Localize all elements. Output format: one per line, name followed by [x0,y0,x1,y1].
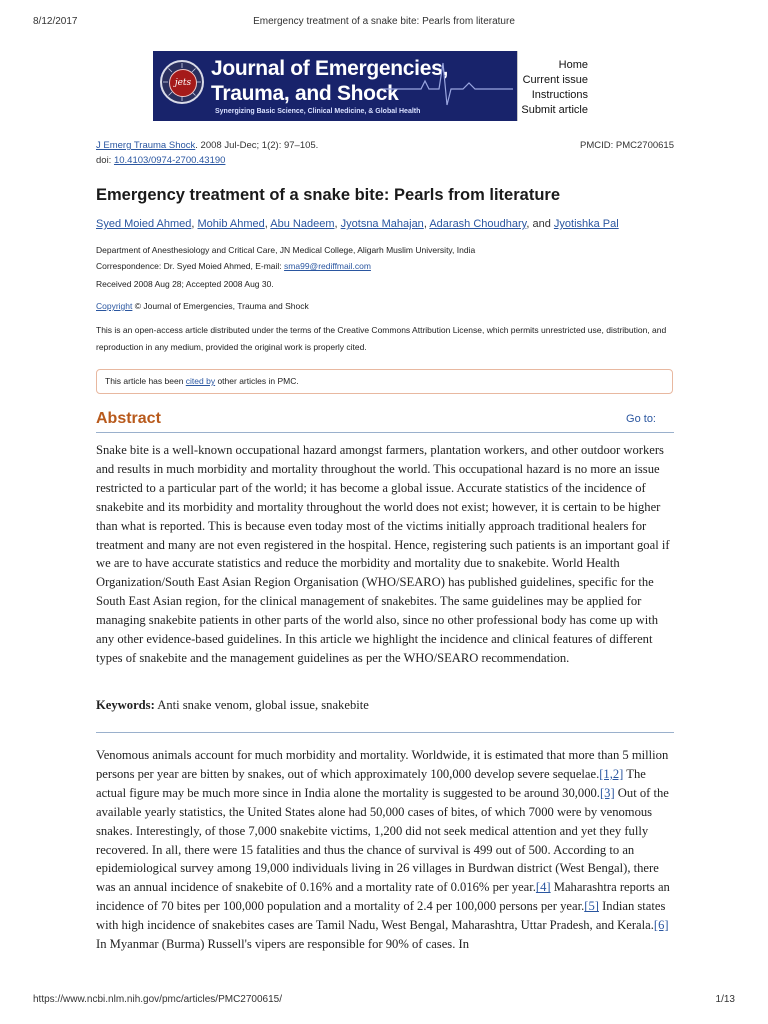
print-date: 8/12/2017 [33,16,78,27]
intro-paragraph [96,746,676,954]
author-separator: , [423,218,430,230]
section-divider [96,732,674,733]
author-link[interactable]: Jyotsna Mahajan [340,218,424,230]
journal-banner [153,51,590,121]
abstract-header [96,410,674,433]
reference-link[interactable]: [1,2] [599,766,624,781]
author-link[interactable]: Abu Nadeem [270,218,335,230]
correspondence-email-link[interactable]: sma99@rediffmail.com [284,261,371,271]
author-separator: , [264,218,271,230]
author-link[interactable]: Syed Moied Ahmed [96,218,192,230]
menu-instructions-link[interactable]: Instructions [531,89,588,101]
citation-details: . 2008 Jul-Dec; 1(2): 97–105. [195,140,319,151]
abstract-heading: Abstract [96,410,161,427]
keywords-text: Anti snake venom, global issue, snakebite [154,698,369,712]
pmcid: PMCID: PMC2700615 [580,140,674,151]
received-dates: Received 2008 Aug 28; Accepted 2008 Aug 30. [96,279,274,289]
cited-prefix: This article has been [105,376,186,386]
article-title: Emergency treatment of a snake bite: Pearls from literature [96,186,560,204]
copyright-link[interactable]: Copyright [96,301,133,311]
print-header [33,16,735,30]
journal-title-line1: Journal of Emergencies, [211,57,449,80]
copyright-text: © Journal of Emergencies, Trauma and Shock [132,301,309,311]
page-url: https://www.ncbi.nlm.nih.gov/pmc/articles/PMC2700615/ [33,994,282,1005]
doi-label: doi: [96,155,114,166]
abstract-text: Snake bite is a well-known occupational hazard amongst farmers, plantation workers, and other outdoor workers and results in much morbidity and mortality throughout the world. This occupational hazard is no more an issue restricted to a particular part of the world; it has become a global issue. Accurate statistics of the incidence of snakebite and its morbidity and mortality throughout the world does not exist; however, it is certain to be higher than what is reported. This is because even today most of the victims initially approach traditional healers for treatment and many are not even registered in the hospital. Hence, registering such patients is an important goal if we are to have accurate statistics and reduce the morbidity and mortality due to snakebite. World Health Organization/South East Asian Region Organisation (WHO/SEARO) has published guidelines, specific for the South East Asian region, for the clinical management of snakebites. The same guidelines may be applied for managing snakebite patients in other parts of the world also, since no other professional body has come up with any other evidence-based guidelines. In this article we highlight the incidence and clinical features of different types of snakebite and the management guidelines as per the WHO/SEARO recommendation. [96,443,670,665]
author-separator: , [191,218,198,230]
goto-link[interactable]: Go to: [626,413,656,425]
menu-submit-article-link[interactable]: Submit article [521,104,588,116]
author-list [96,218,688,230]
page-number: 1/13 [715,994,735,1005]
correspondence-label: Correspondence: Dr. Syed Moied Ahmed, E-mail: [96,261,285,271]
journal-logo-icon [160,60,204,104]
author-link[interactable]: Adarash Choudhary [429,218,527,230]
print-footer [33,994,735,1008]
journal-link[interactable]: J Emerg Trauma Shock [96,140,196,151]
reference-link[interactable]: [6] [653,918,669,933]
ecg-wave-icon [383,59,513,109]
reference-link[interactable]: [4] [535,880,551,895]
menu-current-issue-link[interactable]: Current issue [522,74,588,86]
cited-suffix: other articles in PMC. [215,376,299,386]
author-link[interactable]: Mohib Ahmed [197,218,265,230]
intro-text: Indian states with high incidence of snakebites cases are Tamil Nadu, West Bengal, Maharashtra, Uttar Pradesh, and Kerala. [96,899,666,933]
banner-menu [517,51,590,121]
journal-tagline: Synergizing Basic Science, Clinical Medicine, & Global Health [215,108,421,115]
license-text: This is an open-access article distributed under the terms of the Creative Commons Attribution License, which permits unrestricted use, distribution, and reproduction in any medium, provided the original work is properly cited. [96,325,667,352]
cited-by-link[interactable]: cited by [185,376,216,386]
intro-text: Maharashtra reports an incidence of 70 bites per 100,000 population and a mortality of 2.4 per 100,000 persons per year. [96,880,670,914]
copyright-line [96,301,309,311]
journal-title-line2: Trauma, and Shock [211,82,399,105]
intro-text: In Myanmar (Burma) Russell's vipers are responsible for 90% of cases. In [96,937,469,952]
keywords-label: Keywords: [96,698,155,712]
author-link[interactable]: Jyotishka Pal [553,218,619,230]
reference-link[interactable]: [5] [584,899,599,914]
intro-text: Out of the available yearly statistics, the United States alone had 50,000 cases of bites, of which 7000 were by venomous snakes. Interestingly, of those 7,000 snakebite victims, 1,200 did not seek medical attention and yet they fully recovered. In all, there were 15 fatalities and thus the chance of survival is 499 out of 500. According to an epidemiological survey among 19,000 individuals living in 26 villages in Burdwan district (West Bengal), there was an annual incidence of snakebite of 0.16% and a mortality rate of 0.016% per year. [96,785,669,895]
author-separator: , and [526,218,554,230]
affiliation: Department of Anesthesiology and Critical Care, JN Medical College, Aligarh Muslim University, India [96,245,476,255]
print-title: Emergency treatment of a snake bite: Pearls from literature [253,16,515,27]
logo-text: jets [169,69,197,97]
citation-block [96,138,674,168]
doi-link[interactable]: 10.4103/0974-2700.43190 [113,155,226,166]
keywords [96,696,676,715]
menu-home-link[interactable]: Home [558,59,588,71]
intro-text: Venomous animals account for much morbidity and mortality. Worldwide, it is estimated that more than 5 million persons per year are bitten by snakes, out of which approximately 100,000 develop severe sequelae. [96,748,669,781]
author-separator: , [334,218,341,230]
intro-text: The actual figure may be much more since in India alone the mortality is suggested to be around 30,000. [96,766,646,800]
cited-by-box [96,369,673,394]
reference-link[interactable]: [3] [599,785,615,800]
affiliation-block [96,242,688,274]
